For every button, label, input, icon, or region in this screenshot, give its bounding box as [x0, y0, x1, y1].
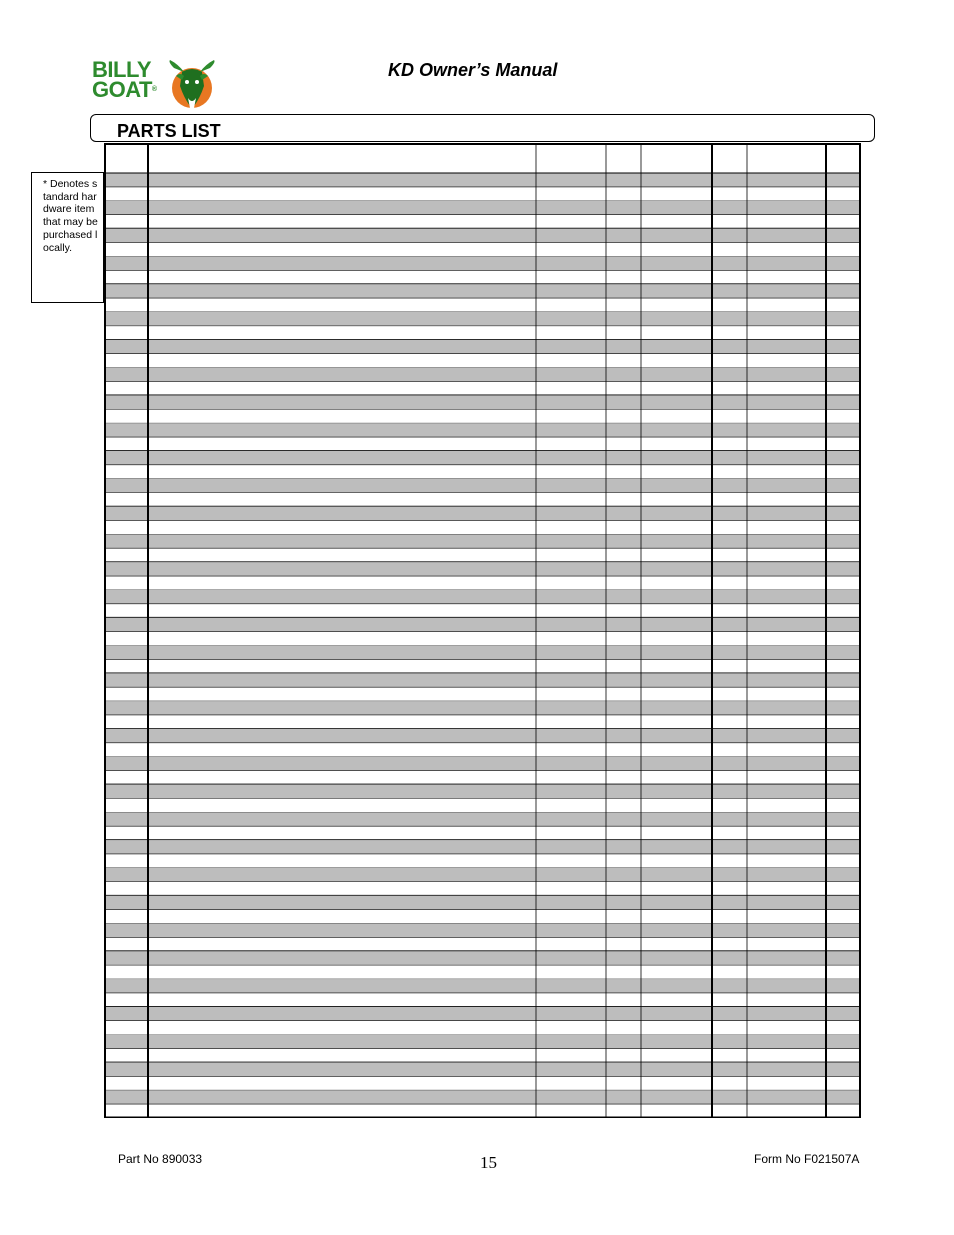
- table-row-shade: [104, 229, 861, 243]
- table-row-shade: [104, 173, 861, 187]
- table-row-shade: [104, 896, 861, 910]
- footer-part-number: Part No 890033: [118, 1152, 203, 1166]
- table-row-shade: [104, 923, 861, 937]
- table-row-shade: [104, 312, 861, 326]
- table-row-shade: [104, 729, 861, 743]
- logo-word-goat-line: [92, 77, 157, 102]
- table-row-shade: [104, 1062, 861, 1076]
- table-row-shade: [104, 812, 861, 826]
- logo-word-goat: GOAT: [92, 77, 152, 102]
- billy-goat-logo: [92, 58, 218, 110]
- goat-head-icon: [166, 58, 218, 110]
- table-row-shade: [104, 1035, 861, 1049]
- logo-wordmark: [92, 57, 157, 102]
- table-row-shade: [104, 1090, 861, 1104]
- table-row-shade: [104, 951, 861, 965]
- table-row-shade: [104, 979, 861, 993]
- table-row-shade: [104, 368, 861, 382]
- hardware-note: * Denotes standard hardware item that may be purchased locally.: [31, 172, 104, 303]
- table-row-shade: [104, 784, 861, 798]
- logo-word-billy: BILLY: [92, 57, 152, 82]
- table-row-shade: [104, 395, 861, 409]
- table-row-shade: [104, 757, 861, 771]
- table-row-shade: [104, 590, 861, 604]
- parts-table-grid: [104, 143, 861, 1118]
- table-row-shade: [104, 646, 861, 660]
- table-row-shade: [104, 507, 861, 521]
- table-row-shade: [104, 451, 861, 465]
- table-row-shade: [104, 1007, 861, 1021]
- table-row-shade: [104, 534, 861, 548]
- table-row-shade: [104, 673, 861, 687]
- logo-registered-mark: ®: [151, 86, 157, 93]
- table-row-shade: [104, 479, 861, 493]
- footer-page-number: 15: [480, 1153, 497, 1172]
- table-row-shade: [104, 618, 861, 632]
- table-row-shade: [104, 840, 861, 854]
- parts-list-heading: PARTS LIST: [117, 121, 221, 141]
- table-row-shade: [104, 201, 861, 215]
- table-row-shade: [104, 340, 861, 354]
- table-row-shade: [104, 562, 861, 576]
- table-row-shade: [104, 284, 861, 298]
- table-row-shade: [104, 868, 861, 882]
- parts-list-table: [104, 143, 861, 1118]
- table-row-shade: [104, 701, 861, 715]
- table-row-shade: [104, 423, 861, 437]
- table-row-shade: [104, 256, 861, 270]
- footer-form-number: Form No F021507A: [754, 1152, 860, 1166]
- parts-list-banner: [90, 114, 875, 142]
- manual-title: KD Owner’s Manual: [388, 60, 558, 80]
